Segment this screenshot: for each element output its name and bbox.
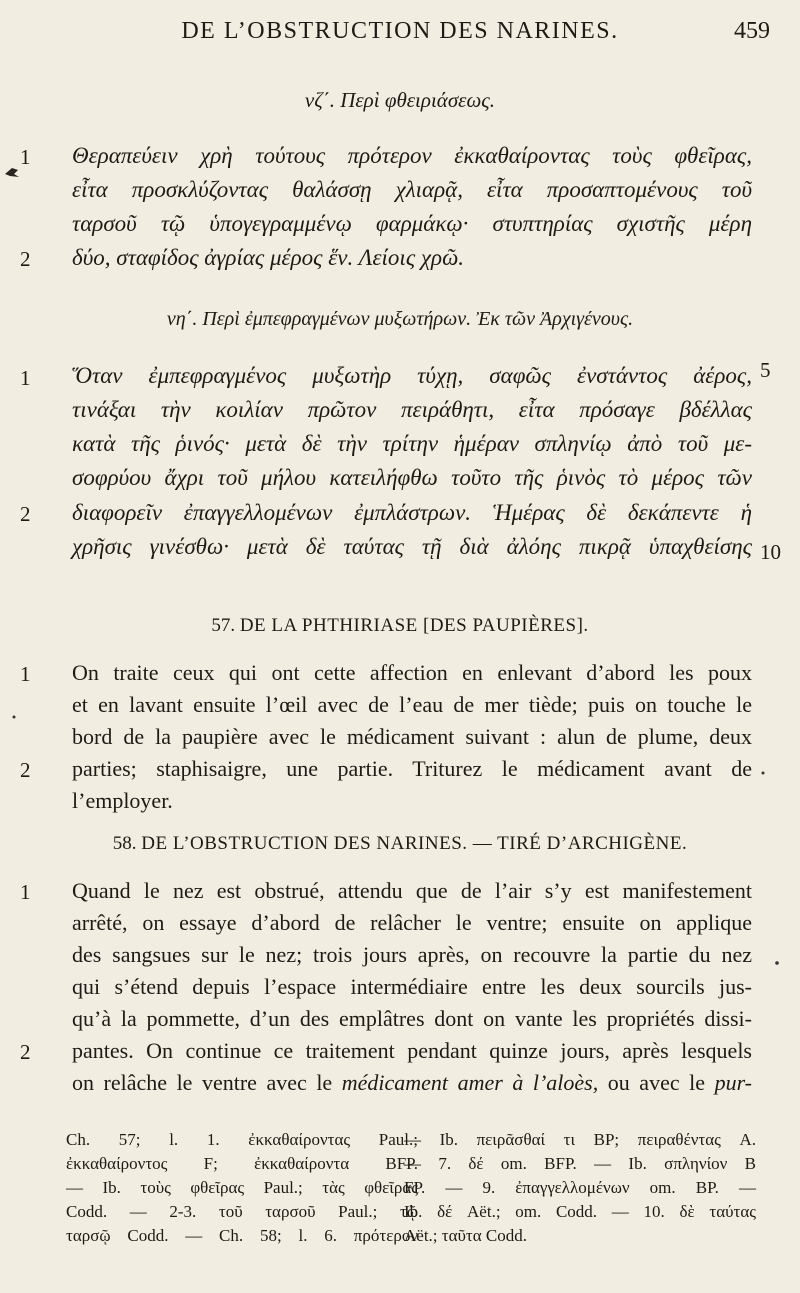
ink-blot	[4, 166, 20, 178]
french-line: Quand le nez est obstrué, attendu que de l’air s’y est manifestement	[72, 878, 752, 903]
margin-line-number: 1	[20, 366, 31, 390]
french-line: qu’à la pommette, d’un des emplâtres dont on vante les propriétés dissi-	[72, 1006, 752, 1031]
greek-line: διαφορεῖν ἐπαγγελλομένων ἐμπλάστρων. Ἡμέρας δὲ δεκάπεντε ἡ	[72, 500, 752, 525]
french-heading-58	[0, 833, 800, 855]
footnote-line: Codd. — 2-3. τοῦ ταρσοῦ Paul.; τῷ	[66, 1202, 418, 1221]
margin-line-number: 2	[20, 247, 31, 271]
footnotes-left-column	[66, 1128, 418, 1248]
text-run: on relâche le ventre avec le	[72, 1070, 342, 1095]
greek-line: Θεραπεύειν χρὴ τούτους πρότερον ἐκκαθαίροντας τοὺς φθεῖρας,	[72, 143, 752, 168]
greek-heading-phthiriasis: νζ΄. Περὶ φθειριάσεως.	[304, 88, 496, 112]
french-line: et en lavant ensuite l’œil avec de l’eau de mer tiède; puis on touche le	[72, 692, 752, 717]
margin-line-number: 2	[20, 758, 31, 782]
page-header	[0, 16, 800, 50]
section-number: 57.	[211, 615, 236, 636]
french-line: qui s’étend depuis l’espace intermédiaire entre les deux sourcils jus-	[72, 974, 752, 999]
page-number: 459	[734, 18, 770, 44]
margin-line-number: 1	[20, 662, 31, 686]
margin-line-number: 2	[20, 1040, 31, 1064]
french-line: des sangsues sur le nez; trois jours après, on recouvre la partie du nez	[72, 942, 752, 967]
footnote-line: — Ib. πειρᾶσθαί τι BP; πειραθέντας A.	[404, 1130, 756, 1149]
french-line: l’employer.	[72, 788, 173, 813]
greek-line: Ὅταν ἐμπεφραγμένος μυξωτὴρ τύχῃ, σαφῶς ἐνστάντος ἀέρος,	[72, 363, 752, 388]
footnote-line: Aët.; ταῦτα Codd.	[404, 1226, 528, 1245]
footnote-line: ἐκκαθαίροντος F; ἐκκαθαίροντα BFP.	[66, 1154, 418, 1173]
ink-dot	[774, 960, 780, 966]
running-title: DE L’OBSTRUCTION DES NARINES.	[181, 18, 619, 44]
margin-line-number: 1	[20, 145, 31, 169]
french-line: parties; staphisaigre, une partie. Triturez le médicament avant de	[72, 756, 752, 781]
footnote-line: — 7. δέ om. BFP. — Ib. σπληνίον B	[404, 1154, 756, 1173]
ink-dot	[760, 770, 766, 776]
text-run: ou avec le	[598, 1070, 715, 1095]
margin-line-number: 2	[20, 502, 31, 526]
greek-line: δύο, σταφίδος ἀγρίας μέρος ἕν. Λείοις χρῶ.	[72, 245, 465, 270]
french-line: On traite ceux qui ont cette affection en enlevant d’abord les poux	[72, 660, 752, 685]
margin-line-number: 5	[760, 358, 771, 382]
greek-line: σοφρύου ἄχρι τοῦ μήλου κατειλήφθω τοῦτο τῆς ῥινὸς τὸ μέρος τῶν	[72, 465, 752, 490]
footnote-line: ταρσῷ Codd. — Ch. 58; l. 6. πρότερον	[66, 1226, 418, 1245]
french-line: pantes. On continue ce traitement pendant quinze jours, après lesquels	[72, 1038, 752, 1063]
greek-line: ταρσοῦ τῷ ὑπογεγραμμένῳ φαρμάκῳ· στυπτηρίας σχιστῆς μέρη	[72, 211, 752, 236]
footnotes-right-column	[404, 1128, 756, 1248]
french-line-last	[72, 1070, 752, 1096]
footnote-line: — Ib. τοὺς φθεῖρας Paul.; τὰς φθεῖρας	[66, 1178, 418, 1197]
margin-line-number: 1	[20, 880, 31, 904]
italic-text-run: médicament amer à l’aloès,	[341, 1070, 599, 1095]
french-line: bord de la paupière avec le médicament suivant : alun de plume, deux	[72, 724, 752, 749]
greek-heading-nostrils: νη΄. Περὶ ἐμπεφραγμένων μυξωτήρων. Ἐκ τῶν Ἀρχιγένους.	[166, 308, 634, 330]
greek-line: εἶτα προσκλύζοντας θαλάσσῃ χλιαρᾷ, εἶτα προσαπτομένους τοῦ	[72, 177, 752, 202]
french-line: arrêté, on essaye d’abord de relâcher le ventre; ensuite on applique	[72, 910, 752, 935]
section-title: DE L’OBSTRUCTION DES NARINES. — TIRÉ D’ARCHIGÈNE.	[141, 833, 688, 854]
greek-line: τινάξαι τὴν κοιλίαν πρῶτον πειράθητι, εἶτα πρόσαγε βδέλλας	[72, 397, 752, 422]
greek-line: χρῆσις γινέσθω· μετὰ δὲ ταύτας τῇ διὰ ἀλόης πικρᾷ ὑπαχθείσης	[72, 534, 752, 559]
margin-line-number: 10	[760, 540, 781, 564]
footnote-line: Ib. δέ Aët.; om. Codd. — 10. δὲ ταύτας	[404, 1202, 756, 1221]
italic-text-run: pur-	[714, 1070, 753, 1095]
ink-dot	[12, 714, 16, 720]
section-title: DE LA PHTHIRIASE [DES PAUPIÈRES].	[239, 615, 589, 636]
footnote-line: FP. — 9. ἐπαγγελλομένων om. BP. —	[404, 1178, 756, 1197]
section-number: 58.	[112, 833, 137, 854]
french-heading-57	[0, 615, 800, 637]
footnote-line: Ch. 57; l. 1. ἐκκαθαίροντας Paul.;	[66, 1130, 418, 1149]
greek-line: κατὰ τῆς ῥινός· μετὰ δὲ τὴν τρίτην ἡμέραν σπληνίῳ ἀπὸ τοῦ με-	[72, 431, 752, 456]
